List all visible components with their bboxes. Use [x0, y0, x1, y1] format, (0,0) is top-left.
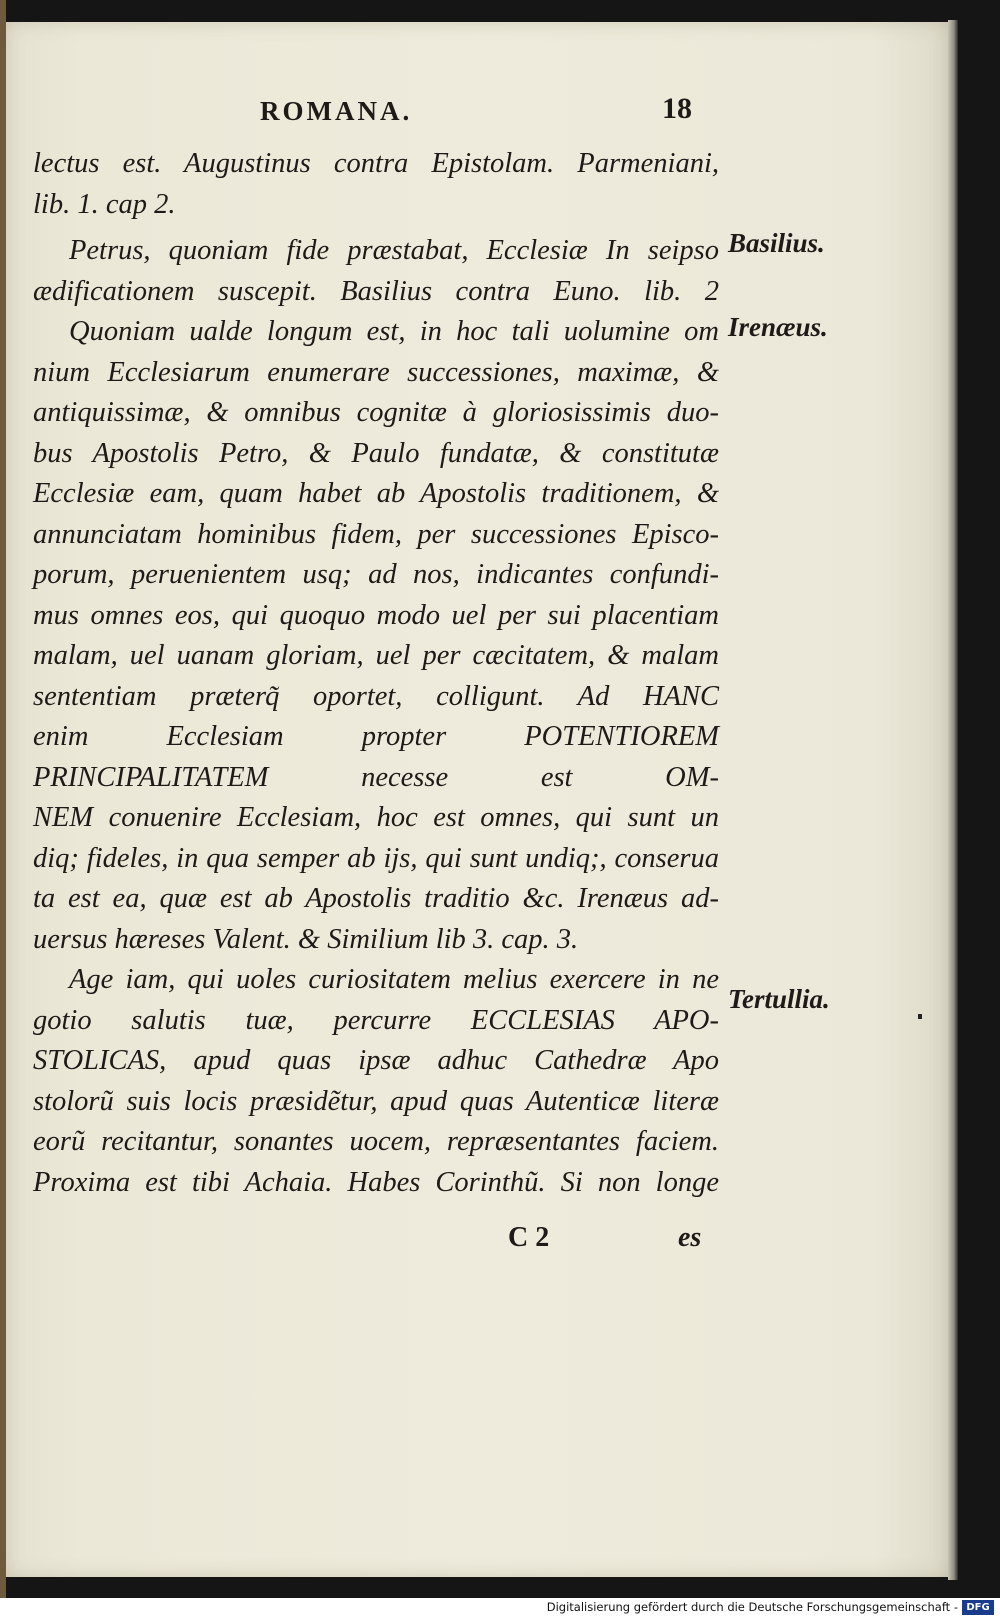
- text-line: PRINCIPALITATEM necesse est OM-: [33, 761, 719, 793]
- text-line: porum, peruenientem usq; ad nos, indicantes confundi-: [33, 559, 719, 590]
- dfg-logo: DFG: [962, 1600, 994, 1615]
- text-line: stolorũ suis locis præsidẽtur, apud quas Autenticæ literæ: [33, 1085, 719, 1117]
- text-line: Quoniam ualde longum est, in hoc tali uolumine om: [69, 316, 719, 347]
- catchword: es: [678, 1222, 702, 1253]
- text-line: STOLICAS, apud quas ipsæ adhuc Cathedræ Apo: [33, 1045, 719, 1076]
- text-line: NEM conuenire Ecclesiam, hoc est omnes, qui sunt un: [33, 802, 719, 833]
- text-line: antiquissimæ, & omnibus cognitæ à gloriosissimis duo-: [33, 397, 719, 428]
- text-line: lectus est. Augustinus contra Epistolam. Parmeniani,: [33, 148, 719, 179]
- text-line: lib. 1. cap 2.: [33, 188, 176, 220]
- footer-credit: Digitalisierung gefördert durch die Deutsche Forschungsgemeinschaft -: [546, 1600, 958, 1614]
- text-line: ædificationem suscepit. Basilius contra Euno. lib. 2: [33, 275, 719, 307]
- margin-note-tertullianus: Tertullia.: [728, 984, 830, 1014]
- text-line: sententiam præterq̃ oportet, colligunt. Ad HANC: [33, 680, 719, 712]
- text-line: malam, uel uanam gloriam, uel per cæcitatem, & malam: [33, 640, 719, 671]
- text-line: diq; fideles, in qua semper ab ijs, qui sunt undiq;, conserua: [33, 842, 719, 874]
- text-line: annunciatam hominibus fidem, per successiones Episco-: [33, 518, 719, 550]
- page-number: 18: [662, 92, 692, 125]
- page-edge: [948, 20, 958, 1580]
- text-line: eorũ recitantur, sonantes uocem, repræsentantes faciem.: [33, 1126, 719, 1157]
- text-line: ta est ea, quæ est ab Apostolis traditio &c. Irenæus ad-: [33, 883, 719, 914]
- margin-note-basilius: Basilius.: [728, 228, 825, 258]
- signature-mark: C 2: [508, 1222, 550, 1253]
- text-line: enim Ecclesiam propter POTENTIOREM: [33, 721, 719, 752]
- text-line: bus Apostolis Petro, & Paulo fundatæ, & constitutæ: [33, 437, 719, 469]
- text-line: Petrus, quoniam fide præstabat, Ecclesiæ In seipso: [69, 235, 719, 266]
- text-block: [33, 144, 719, 1203]
- ink-speck: [918, 1014, 922, 1019]
- text-line: uersus hæreses Valent. & Similium lib 3. cap. 3.: [33, 923, 579, 955]
- running-head: ROMANA.: [260, 96, 413, 126]
- text-line: nium Ecclesiarum enumerare successiones, maximæ, &: [33, 356, 719, 388]
- text-line: Age iam, qui uoles curiositatem melius exercere in ne: [69, 964, 719, 995]
- text-line: Proxima est tibi Achaia. Habes Corinthũ. Si non longe: [33, 1166, 719, 1198]
- text-line: gotio salutis tuæ, percurre ECCLESIAS APO-: [33, 1004, 719, 1036]
- margin-note-irenaeus: Irenæus.: [728, 312, 828, 342]
- text-line: mus omnes eos, qui quoquo modo uel per sui placentiam: [33, 599, 719, 631]
- text-line: Ecclesiæ eam, quam habet ab Apostolis traditionem, &: [33, 478, 719, 509]
